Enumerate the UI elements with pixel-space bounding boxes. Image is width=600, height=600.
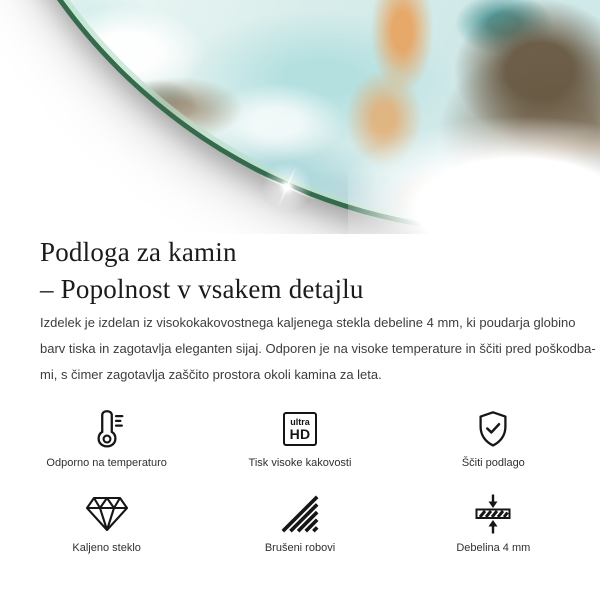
- feature-polished-edges: [203, 491, 396, 554]
- feature-label: Ščiti podlago: [461, 457, 525, 469]
- product-description: [40, 310, 596, 388]
- title-line-1: Podloga za kamin: [40, 237, 237, 267]
- marble-artwork: [0, 0, 600, 234]
- glass-plate-circle: [0, 0, 600, 234]
- thermometer-icon: [86, 406, 128, 452]
- description-line: Izdelek je izdelan iz visokokakovostnega kaljenega stekla debeline 4 mm, ki poudarja globino: [40, 315, 576, 330]
- text-content: [0, 234, 600, 388]
- feature-protects-surface: [397, 406, 590, 469]
- feature-grid: [10, 406, 590, 554]
- feature-label: Odporno na temperaturo: [46, 457, 167, 469]
- thickness-icon: [471, 491, 515, 537]
- diamond-icon: [84, 491, 130, 537]
- page-title: [40, 234, 560, 308]
- feature-label: Brušeni robovi: [264, 542, 336, 554]
- ultra-hd-text-bottom: HD: [289, 426, 311, 442]
- description-line: mi, s čimer zagotavlja zaščito prostora okoli kamina za leta.: [40, 367, 382, 382]
- description-line: barv tiska in zagotavlja eleganten sijaj. Odporen je na visoke temperature in ščiti pred poškodba-: [40, 341, 596, 356]
- ultra-hd-icon: [283, 406, 317, 452]
- feature-tempered-glass: [10, 491, 203, 554]
- ultra-hd-text-top: ultra: [290, 417, 310, 427]
- title-line-2: – Popolnost v vsakem detajlu: [40, 274, 364, 304]
- shield-check-icon: [472, 406, 514, 452]
- feature-print-quality: [203, 406, 396, 469]
- feature-label: Debelina 4 mm: [456, 542, 531, 554]
- feature-label: Tisk visoke kakovosti: [248, 457, 352, 469]
- feature-label: Kaljeno steklo: [72, 542, 141, 554]
- product-photo[interactable]: [0, 0, 600, 234]
- ultra-hd-badge: [283, 412, 317, 446]
- feature-thickness: [397, 491, 590, 554]
- feature-heat-resistant: [10, 406, 203, 469]
- brushed-edges-icon: [279, 491, 321, 537]
